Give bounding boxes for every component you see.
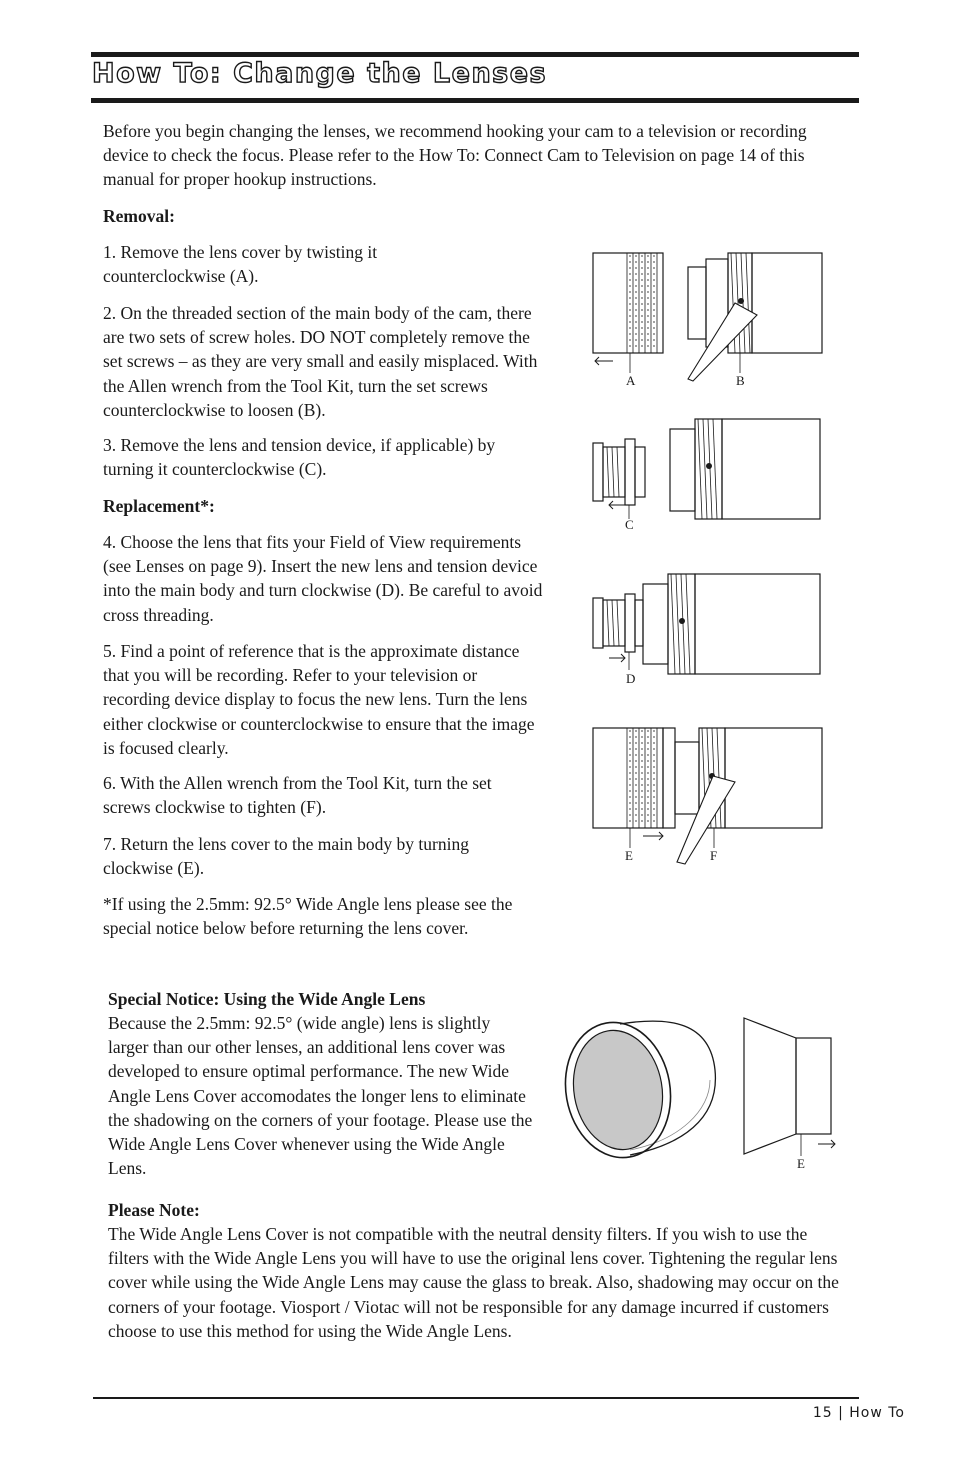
footer-rule: [93, 1397, 859, 1399]
figure-wide-angle-lens-cover: [560, 1010, 845, 1175]
figure-remove-cover-loosen-screws: [585, 245, 830, 390]
note-body: The Wide Angle Lens Cover is not compatible with the neutral density filters. If you wish to use the filters with the Wide Angle Lens you will have to use the original lens cover. Tightening the regular lens cover while using the Wide Angle Lens may cause the glass to break. Also, shadowing may occur on the corners of your footage. Viosport / Viotac will not be responsible for any damage incurred if customers choose to use this method for using the Wide Angle Lens.: [108, 1224, 839, 1341]
figure-label-a: A: [626, 373, 636, 388]
step-5: 5. Find a point of reference that is the approximate distance that you will be recording. Refer to your television or recording device display to focus the new lens. Turn the lens either clockwise or counterclockwise to ensure that the image is focused clearly.: [103, 641, 535, 758]
removal-heading: Removal:: [103, 206, 175, 226]
figure-label-e-wide: E: [797, 1156, 805, 1171]
page-footer: 15 | How To: [812, 1405, 905, 1421]
note-heading: Please Note:: [108, 1200, 200, 1220]
step-2: 2. On the threaded section of the main body of the cam, there are two sets of screw holes. DO NOT completely remove the set screws – as they are very small and easily misplaced. With the Allen wrench from the Tool Kit, turn the set screws counterclockwise to loosen (B).: [103, 303, 538, 420]
notice-heading: Special Notice: Using the Wide Angle Lens: [108, 989, 426, 1009]
figure-label-f: F: [710, 848, 718, 863]
figure-label-d: D: [626, 671, 636, 686]
step-4: 4. Choose the lens that fits your Field of View requirements (see Lenses on page 9). Insert the new lens and tension device into the main body and turn clockwise (D). Be careful to avoid cross threading.: [103, 532, 543, 625]
top-rule: [91, 52, 859, 57]
intro-paragraph: Before you begin changing the lenses, we recommend hooking your cam to a television or recording device to check the focus. Please refer to the How To: Connect Cam to Television on page 14 of this manual for proper hookup instructions.: [103, 121, 807, 190]
figure-label-b: B: [736, 373, 745, 388]
step-3: 3. Remove the lens and tension device, if applicable) by turning it counterclockwise (C).: [103, 435, 496, 480]
notice-body: Because the 2.5mm: 92.5° (wide angle) lens is slightly larger than our other lenses, an additional lens cover was developed to ensure optimal performance. The new Wide Angle Lens Cover accomodates the longer lens to eliminate the shadowing on the corners of your footage. Please use the Wide Angle Lens Cover whenever using the Wide Angle Lens.: [108, 1013, 533, 1179]
figure-label-e: E: [625, 848, 633, 863]
figure-tighten-replace-cover: [585, 722, 830, 867]
replacement-heading: Replacement*:: [103, 496, 215, 516]
title-underline: [91, 98, 859, 103]
step-7: 7. Return the lens cover to the main body by turning clockwise (E).: [103, 834, 469, 879]
figure-remove-lens: [585, 415, 830, 535]
figure-insert-lens: [585, 570, 830, 690]
page-title: How To: Change the Lenses: [92, 58, 548, 89]
footnote: *If using the 2.5mm: 92.5° Wide Angle lens please see the special notice below before returning the lens cover.: [103, 894, 513, 939]
step-1: 1. Remove the lens cover by twisting it counterclockwise (A).: [103, 242, 378, 287]
step-6: 6. With the Allen wrench from the Tool Kit, turn the set screws clockwise to tighten (F).: [103, 773, 492, 818]
figure-label-c: C: [625, 517, 634, 532]
